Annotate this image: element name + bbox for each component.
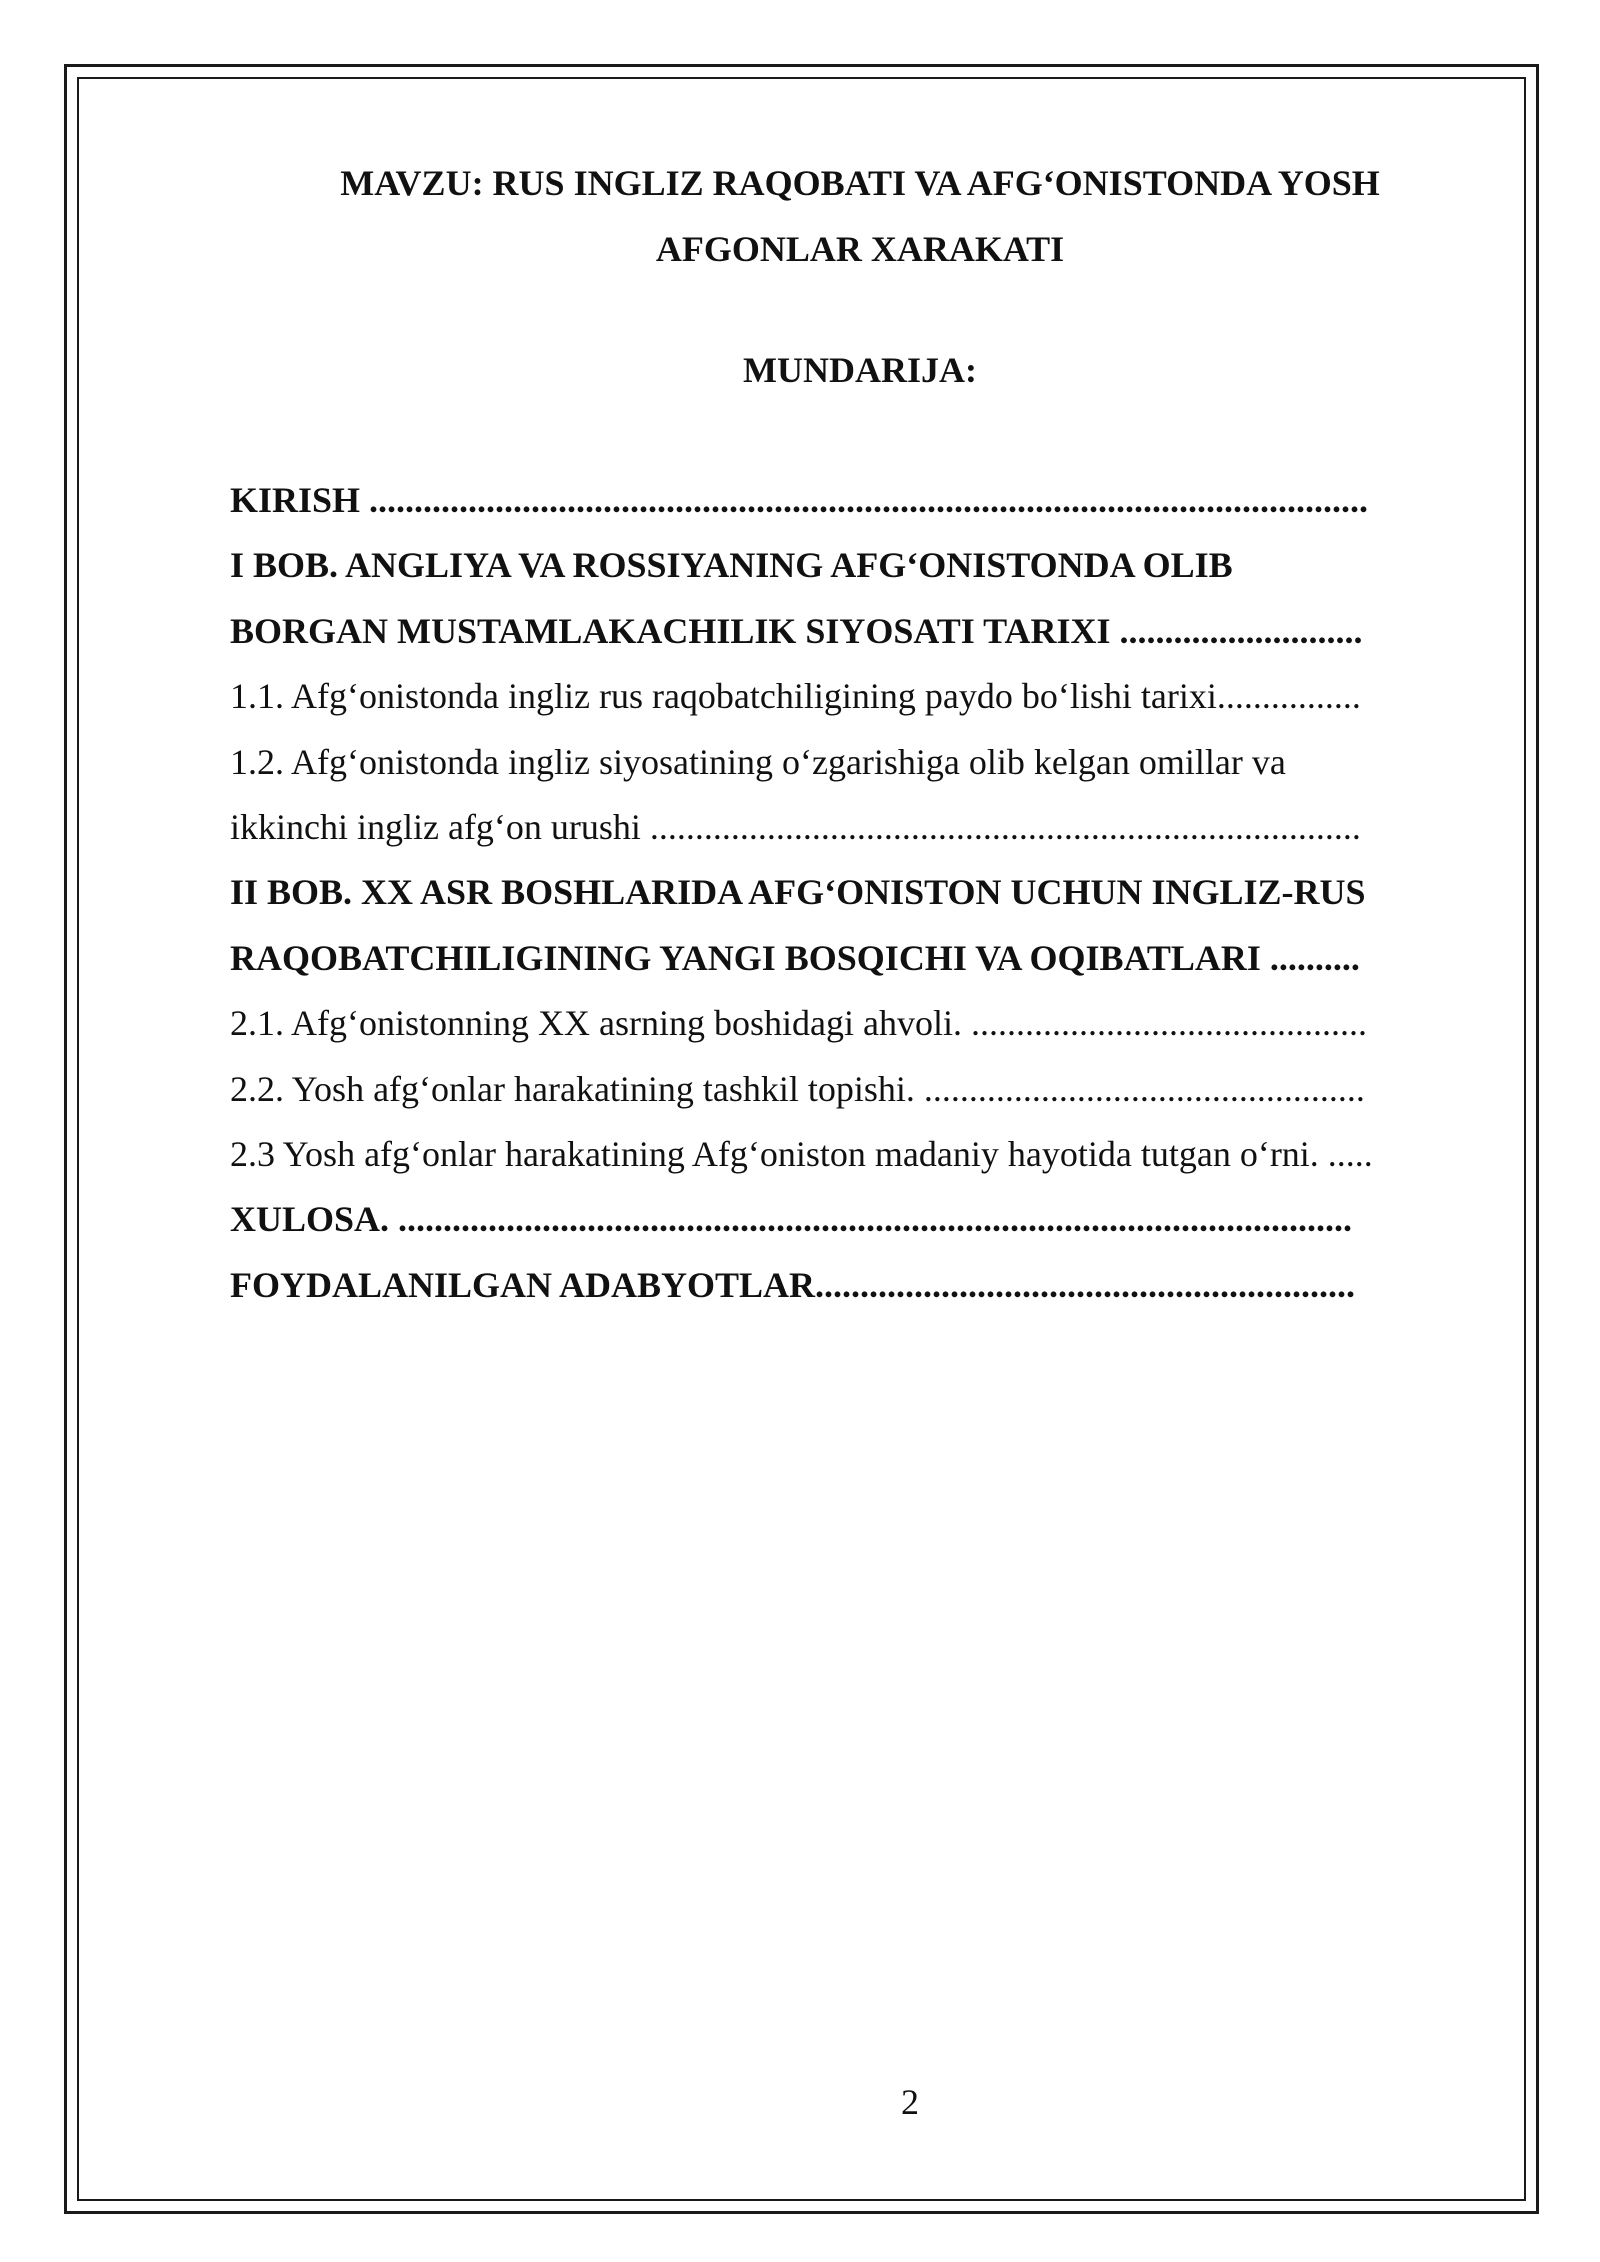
- toc-entry: KIRISH ...............................................................................................................: [230, 480, 1369, 520]
- toc-entry: RAQOBATCHILIGINING YANGI BOSQICHI VA OQIBATLARI ..........: [230, 937, 1360, 978]
- toc-entry: II BOB. XX ASR BOSHLARIDA AFG‘ONISTON UCHUN INGLIZ-RUS: [230, 872, 1366, 913]
- title-line-2: AFGONLAR XARAKATI: [655, 229, 1065, 269]
- contents-heading: MUNDARIJA:: [743, 350, 977, 390]
- toc-entry: 1.2. Afg‘onistonda ingliz siyosatining o‘zgarishiga olib kelgan omillar va: [230, 741, 1286, 782]
- toc-entry: I BOB. ANGLIYA VA ROSSIYANING AFG‘ONISTONDA OLIB: [230, 545, 1233, 586]
- toc-entry: 2.2. Yosh afg‘onlar harakatining tashkil topishi. .................................................: [230, 1068, 1365, 1109]
- document-title: [230, 150, 1490, 282]
- page-number: 2: [901, 2082, 919, 2122]
- toc-entry: 1.1. Afg‘onistonda ingliz rus raqobatchiligining paydo bo‘lishi tarixi................: [230, 676, 1361, 717]
- toc-entry: XULOSA. ..........................................................................................................: [230, 1199, 1353, 1240]
- toc-entry: ikkinchi ingliz afg‘on urushi ...............................................................................: [230, 806, 1361, 847]
- toc-entry: 2.3 Yosh afg‘onlar harakatining Afg‘oniston madaniy hayotida tutgan o‘rni. .....: [230, 1133, 1373, 1174]
- table-of-contents: [230, 468, 1436, 1318]
- toc-entry: 2.1. Afg‘onistonning XX asrning boshidagi ahvoli. ............................................: [230, 1003, 1367, 1044]
- toc-entry: BORGAN MUSTAMLAKACHILIK SIYOSATI TARIXI ...........................: [230, 610, 1363, 651]
- title-line-1: MAVZU: RUS INGLIZ RAQOBATI VA AFG‘ONISTONDA YOSH: [340, 163, 1380, 203]
- toc-entry: FOYDALANILGAN ADABYOTLAR............................................................: [230, 1264, 1356, 1305]
